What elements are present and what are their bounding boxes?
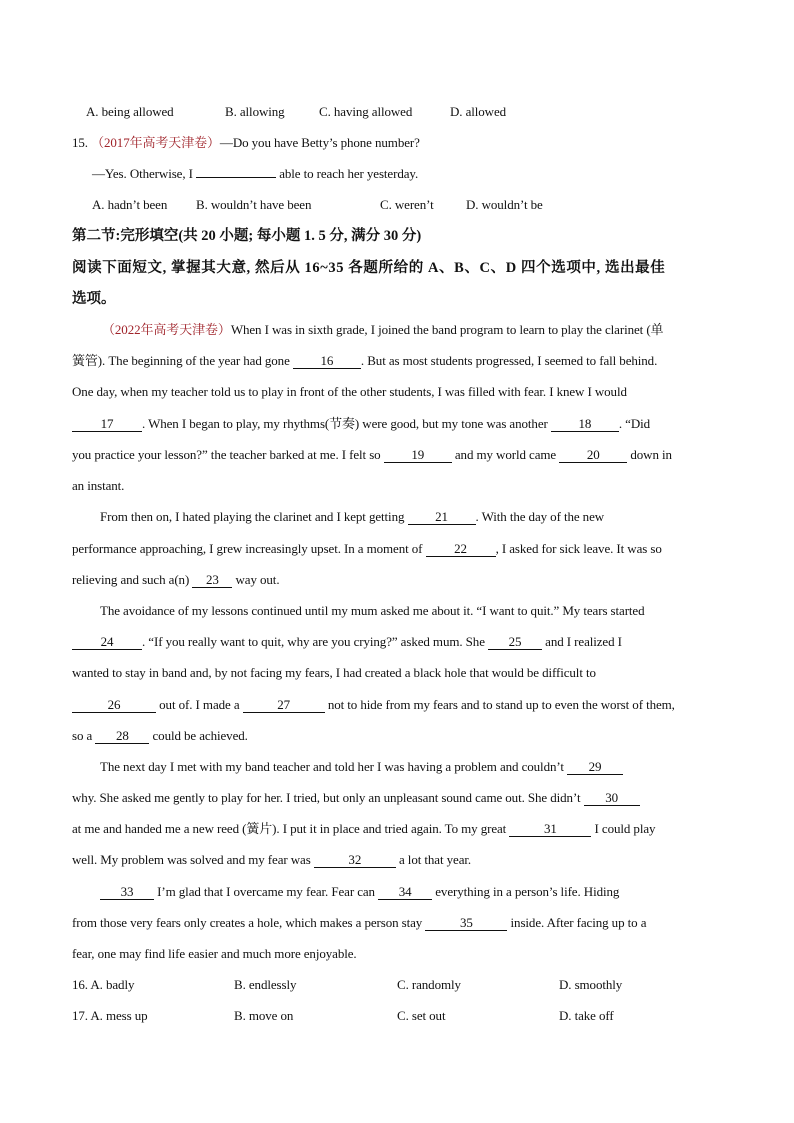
q15-source: （2017年高考天津卷） — [91, 135, 220, 150]
blank-33: 33 — [100, 885, 154, 900]
blank-31: 31 — [509, 822, 591, 837]
p1-line1: （2022年高考天津卷）When I was in sixth grade, I joined the band program to learn to play the clarinet (单 — [102, 322, 664, 337]
p2-line1: From then on, I hated playing the clarinet and I kept getting 21 . With the day of the new — [100, 509, 605, 524]
blank-24: 24 — [72, 635, 142, 650]
p1-line4: 17 . When I began to play, my rhythms(节奏) were good, but my tone was another 18 . “Did — [72, 415, 722, 433]
blank-21: 21 — [408, 510, 476, 525]
question-16-option-a: A. badly — [90, 977, 135, 992]
blank-34: 34 — [378, 885, 432, 900]
p2-line3: relieving and such a(n) 23 way out. — [72, 572, 280, 587]
q15-stem — [72, 134, 722, 152]
p5-line3: fear, one may find life easier and much more enjoyable. — [72, 946, 357, 961]
question-17-option-b: B. move on — [234, 1008, 294, 1023]
question-16-option-b: B. endlessly — [234, 977, 297, 992]
blank-25: 25 — [488, 635, 542, 650]
p1-line2: 簧管). The beginning of the year had gone 16 . But as most students progressed, I seemed to fall behind. — [72, 353, 658, 368]
question-16-option-c: C. randomly — [397, 977, 461, 992]
q14-option-a: A. being allowed — [86, 104, 174, 119]
q14-option-b: B. allowing — [225, 104, 285, 119]
p3-line3: wanted to stay in band and, by not facing my fears, I had created a black hole that would be difficult to — [72, 665, 596, 680]
q14-option-d: D. allowed — [450, 104, 507, 119]
blank-19: 19 — [384, 448, 452, 463]
p3-line2: 24 . “If you really want to quit, why are you crying?” asked mum. She 25 and I realized I — [72, 633, 722, 651]
question-16-option-d: D. smoothly — [559, 977, 623, 992]
p2-line2: performance approaching, I grew increasingly upset. In a moment of 22 , I asked for sick leave. It was so — [72, 541, 662, 556]
q15-option-c: C. weren’t — [380, 197, 434, 212]
p4-line1: The next day I met with my band teacher and told her I was having a problem and couldn’t 29 — [100, 758, 750, 776]
blank-28: 28 — [95, 729, 149, 744]
blank-20: 20 — [559, 448, 627, 463]
question-17-option-c: C. set out — [397, 1008, 446, 1023]
section-instruction-1: 阅读下面短文, 掌握其大意, 然后从 16~35 各题所给的 A、B、C、D 四个选项中, 选出最佳 — [72, 260, 666, 276]
q15-number: 15. — [72, 135, 88, 150]
q15-line2: —Yes. Otherwise, I able to reach her yesterday. — [92, 166, 419, 181]
p4-line4: well. My problem was solved and my fear was 32 a lot that year. — [72, 852, 472, 867]
q15-stem-text: —Do you have Betty’s phone number? — [219, 135, 420, 150]
p3-line4: 26 out of. I made a 27 not to hide from my fears and to stand up to even the worst of them, — [72, 696, 722, 714]
blank-23: 23 — [192, 573, 232, 588]
section-instruction-2: 选项。 — [72, 291, 116, 307]
p3-line1: The avoidance of my lessons continued until my mum asked me about it. “I want to quit.” My tears started — [100, 603, 645, 618]
blank-32: 32 — [314, 853, 396, 868]
p5-line1: 33 I’m glad that I overcame my fear. Fear can 34 everything in a person’s life. Hiding — [100, 883, 750, 901]
q14-option-c: C. having allowed — [319, 104, 413, 119]
section-heading: 第二节:完形填空(共 20 小题; 每小题 1. 5 分, 满分 30 分) — [72, 228, 422, 244]
p5-line2: from those very fears only creates a hole, which makes a person stay 35 inside. After facing up to a — [72, 915, 647, 930]
q15-blank — [196, 177, 276, 178]
question-16-number: 16. — [72, 977, 88, 992]
p1-line3: One day, when my teacher told us to play in front of the other students, I was filled with fear. I knew I would — [72, 384, 627, 399]
p4-line3: at me and handed me a new reed (簧片). I put it in place and tried again. To my great 31 I could play — [72, 821, 656, 836]
blank-17: 17 — [72, 417, 142, 432]
blank-30: 30 — [584, 791, 640, 806]
passage-source: （2022年高考天津卷） — [102, 322, 231, 337]
blank-29: 29 — [567, 760, 623, 775]
question-17-number: 17. — [72, 1008, 88, 1023]
blank-35: 35 — [425, 916, 507, 931]
blank-26: 26 — [72, 698, 156, 713]
q15-option-a: A. hadn’t been — [92, 197, 168, 212]
blank-16: 16 — [293, 354, 361, 369]
blank-27: 27 — [243, 698, 325, 713]
p4-line2: why. She asked me gently to play for her. I tried, but only an unpleasant sound came out. She didn’t 30 — [72, 789, 722, 807]
p3-line5: so a 28 could be achieved. — [72, 728, 248, 743]
p1-line6: an instant. — [72, 478, 125, 493]
p1-line5: you practice your lesson?” the teacher barked at me. I felt so 19 and my world came 20 down in — [72, 447, 672, 462]
q15-option-b: B. wouldn’t have been — [196, 197, 312, 212]
question-17-option-a: A. mess up — [90, 1008, 148, 1023]
q15-option-d: D. wouldn’t be — [466, 197, 543, 212]
blank-22: 22 — [426, 542, 496, 557]
question-17-option-d: D. take off — [559, 1008, 614, 1023]
blank-18: 18 — [551, 417, 619, 432]
